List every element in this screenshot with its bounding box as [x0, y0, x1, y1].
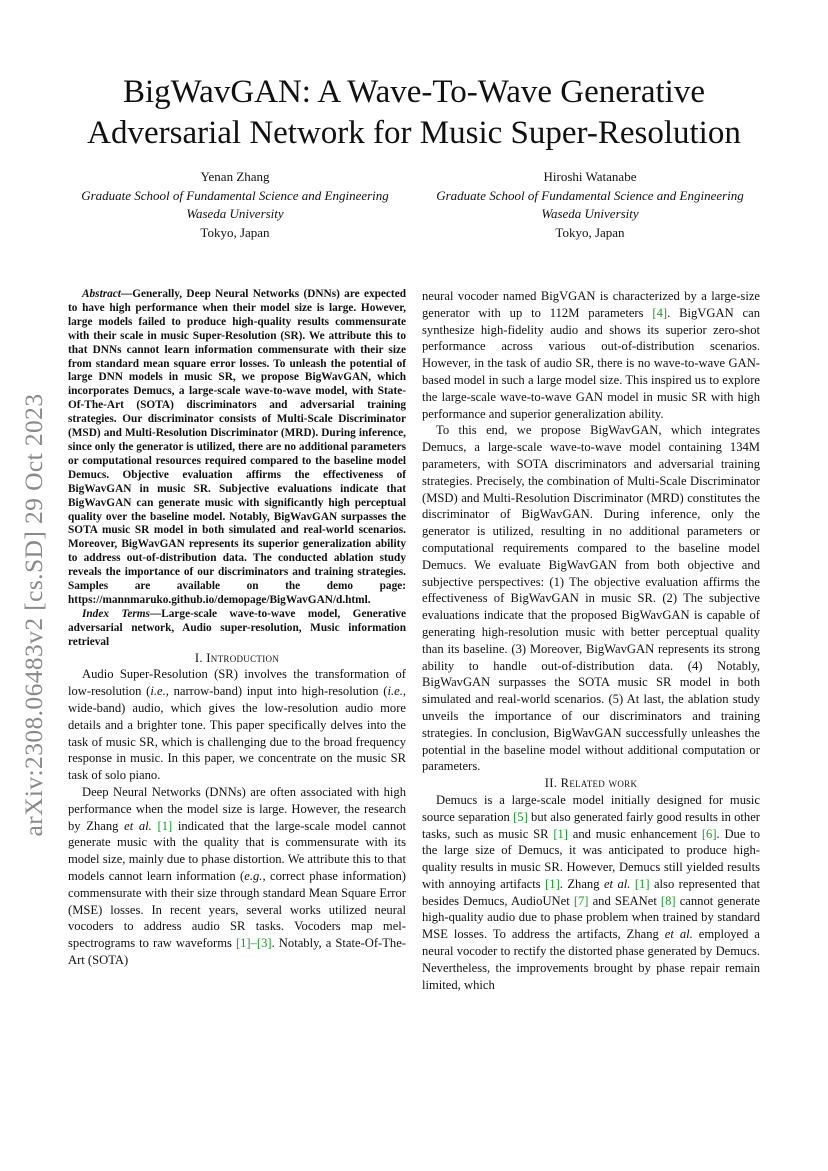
index-terms-text: —Large-scale wave-to-wave model, Generative adversarial network, Audio super-resolution, Music information retrieval — [68, 607, 406, 648]
author-affiliation: Graduate School of Fundamental Science and Engineering — [436, 187, 744, 203]
citation-link[interactable]: [8] — [660, 893, 676, 908]
index-terms — [68, 608, 406, 650]
intro-paragraph-2: Deep Neural Networks (DNNs) are often associated with high performance when the model size is large. However, the research by Zhang et al. [1] indicated that the large-scale model cannot generate music with the quality that is commensurate with its model size, mainly due to phase distortion. We attribute this to that models cannot learn information (e.g., correct phase information) commensurate with their size through standard Mean Square Error (MSE) losses. In recent years, several works utilized neural vocoders to address audio SR tasks. Vocoders map mel-spectrograms to raw waveforms [1]–[3]. Notably, a State-Of-The-Art (SOTA) — [68, 784, 406, 967]
arxiv-id: arXiv:2308.06483v2 [cs.SD] 29 Oct 2023 — [19, 393, 48, 837]
abstract-text: —Generally, Deep Neural Networks (DNNs) are expected to have high performance when their model size is large. However, large models failed to produce high-quality results commensurate with their scale in music Super-Resolution (SR). We attribute this to that DNNs cannot learn information commensurate with their size from standard mean square error losses. To unleash the potential of large DNN models in music SR, we propose BigWavGAN, which incorporates Demucs, a large-scale wave-to-wave model, with State-Of-The-Art (SOTA) discriminators and adversarial training strategies. Our discriminator consists of Multi-Scale Discriminator (MSD) and Multi-Resolution Discriminator (MRD). During inference, since only the generator is utilized, there are no additional parameters or computational resources required compared to the baseline model Demucs. Objective evaluation affirms the effectiveness of BigWavGAN in music SR. Subjective evaluations indicate that BigWavGAN can generate music with significantly high perceptual quality over the baseline model. Notably, BigWavGAN surpasses the SOTA music SR model in both simulated and real-world scenarios. Moreover, BigWavGAN represents its superior generalization ability to address out-of-distribution data. The conducted ablation study reveals the importance of our discriminators and training strategies. Samples are available on the demo page: https://mannmaruko.github.io/demopage/BigWavGAN/d.html. — [68, 288, 406, 606]
citation-link[interactable]: [5] — [513, 809, 528, 824]
author-location: Tokyo, Japan — [200, 224, 270, 240]
author-university: Waseda University — [541, 206, 639, 221]
citation-link[interactable]: [6] — [701, 826, 717, 841]
citation-link[interactable]: [4] — [652, 305, 668, 320]
section-heading-introduction: I. Introduction — [194, 650, 280, 665]
citation-link[interactable]: [1] — [553, 826, 568, 841]
section-heading-related-work: II. Related work — [544, 776, 638, 791]
paper-title — [60, 72, 768, 154]
right-column — [422, 288, 760, 993]
citation-link[interactable]: [7] — [573, 893, 589, 908]
left-column — [68, 288, 406, 969]
intro-paragraph-1: Audio Super-Resolution (SR) involves the transformation of low-resolution (i.e., narrow-band) input into high-resolution (i.e., wide-band) audio, which gives the low-resolution audio more details and a brighter tone. This paper specifically delves into the task of music SR, which is challenging due to the broad frequency response in music. In this paper, we concentrate on the music SR task of solo piano. — [68, 667, 407, 783]
citation-link[interactable]: [1]–[3] — [235, 936, 272, 951]
author-name: Hiroshi Watanabe — [543, 169, 637, 184]
author-affiliation: Graduate School of Fundamental Science and Engineering — [81, 187, 389, 203]
index-terms-label: Index Terms — [82, 607, 150, 620]
author-block-1 — [60, 168, 410, 242]
citation-link[interactable]: [1] — [157, 818, 173, 833]
author-university: Waseda University — [186, 206, 284, 221]
related-paragraph-1: Demucs is a large-scale model initially designed for music source separation [5] but also generated fairly good results in other tasks, such as music SR [1] and music enhancement [6]. Due to the large size of Demucs, it was anticipated to produce high-quality results in music SR. However, Demucs still yielded results with annoying artifacts [1]. Zhang et al. [1] also represented that besides Demucs, AudioUNet [7] and SEANet [8] cannot generate high-quality audio due to phase problem when trained by standard MSE losses. To address the artifacts, Zhang et al. employed a neural vocoder to rectify the distorted phase generated by Demucs. Nevertheless, the improvements brought by phase repair remain limited, which — [422, 792, 761, 992]
citation-link[interactable]: [1] — [545, 876, 560, 891]
author-name: Yenan Zhang — [200, 169, 270, 184]
title-line-2: Adversarial Network for Music Super-Resolution — [87, 115, 741, 151]
citation-link[interactable]: [1] — [634, 876, 650, 891]
intro-paragraph-4: To this end, we propose BigWavGAN, which integrates Demucs, a large-scale wave-to-wave model containing 134M parameters, with SOTA discriminators and adversarial training strategies. Precisely, the combination of Multi-Scale Discriminator (MSD) and Multi-Resolution Discriminator (MRD) constitutes the discriminator of BigWavGAN. During inference, only the generator is utilized, resulting in no additional parameters or computational requirements compared to the baseline model Demucs. We evaluate BigWavGAN from both objective and subjective perspectives: (1) The objective evaluation affirms the effectiveness of BigWavGAN in music SR. (2) The subjective evaluations indicate that the proposed BigWavGAN is capable of generating high-resolution music with better perceptual quality than its baseline. (3) Moreover, BigWavGAN represents its strong ability to handle out-of-distribution data. (4) Notably, BigWavGAN surpasses the SOTA music SR model in both simulated and real-world scenarios. (5) At last, the ablation study unveils the importance of our discriminators and training strategies. In conclusion, BigWavGAN successfully unleashes the potential in the baseline model without additional computation or parameters. — [422, 423, 760, 774]
abstract-label: Abstract — [82, 288, 121, 300]
abstract — [68, 288, 406, 608]
author-location: Tokyo, Japan — [555, 224, 625, 240]
author-block-2 — [415, 168, 765, 242]
title-line-1: BigWavGAN: A Wave-To-Wave Generative — [122, 74, 705, 110]
intro-paragraph-3: neural vocoder named BigVGAN is characterized by a large-size generator with up to 112M parameters [4]. BigVGAN can synthesize high-fidelity audio and shows its superior zero-shot performance across various out-of-distribution scenarios. However, in the task of audio SR, there is no wave-to-wave GAN-based model in such a large model size. This inspired us to explore the large-scale wave-to-wave GAN model in music SR with high performance and superior generalization ability. — [422, 289, 761, 421]
arxiv-sidebar — [14, 365, 54, 865]
